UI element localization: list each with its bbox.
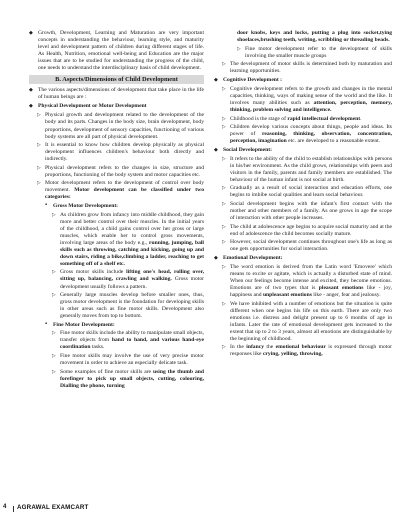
cognitive-point-1 [222, 86, 392, 114]
emotional-point-3 [222, 344, 392, 358]
fine-heading-text: Fine Motor Development: [53, 321, 115, 328]
emotional-point-2-text: We have inhibited with a number of emotions but the situation is quite different when one begins his life on this earth. There are only two emotions i.e. distress and delight present up to 6 months of age in infants. Later the rate of emotional development gets increased to the extent that up to 2 to 3 years, almost all emotions are distinguishable by the beginning of childhood. [230, 300, 392, 342]
social-point-3 [222, 201, 392, 222]
brand-name-part-2: EXAMCART [51, 504, 89, 511]
gross-point-2-text: Gross motor skills include [60, 269, 127, 276]
brand-name [17, 504, 89, 511]
gross-point-3-text: Generally large muscles develop before smaller ones, thus, gross motor development is the foundation for developing skills in other areas such as fine motor skills. Development also generally moves from top to bottom. [60, 292, 204, 320]
fine-continued [237, 30, 392, 44]
fine-point-1-bold: hand to hand, and various hand-eye coordination [60, 337, 204, 351]
cognitive-point-3 [222, 124, 392, 145]
emotional-point-3-text: In the [230, 344, 247, 351]
fine-point-2 [52, 353, 204, 367]
cognitive-point-3-tail: etc. are developed to a reasonable extent. [286, 138, 381, 145]
social-heading [214, 147, 392, 154]
fine-point-3 [52, 369, 204, 390]
social-point-1 [222, 156, 392, 184]
gross-heading-text: Gross Motor Development: [53, 202, 119, 209]
gross-point-2-bold: lifting one's head, rolling over, sitting up, balancing, crawling and walking. [60, 269, 204, 283]
aspects-intro [29, 87, 204, 101]
emotional-point-3-bold-a: infancy [246, 344, 264, 351]
cognitive-point-2-text: Childhood is the stage of [230, 115, 288, 122]
gross-point-2 [52, 269, 204, 290]
left-column [29, 30, 204, 391]
social-point-3-text: Social development begins with the infant's first contact with the mother and other members of a family. As one grows in age the scope of interaction with other people increases. [230, 201, 392, 222]
cognitive-point-3-bold: reasoning, thinking, observation, concentration, perception, imagination [230, 131, 392, 145]
motor-point-text: Motor development refers to the development of control over body movement. [45, 180, 204, 194]
physical-point-2 [37, 142, 204, 163]
social-point-1-text: It refers to the ability of the child to establish relationships with persons in his/her environment. As the child grows, relationships with peers and visitors in the family, parents and family members are established. The behaviour of the human infant is not social at birth. [230, 155, 392, 183]
cognitive-point-3-text: Children develop various concepts about things, people and ideas. Its power of [230, 124, 392, 138]
motor-maturation [222, 61, 392, 75]
emotional-heading [214, 255, 392, 262]
section-banner: B. Aspects/Dimensions of Child Development [29, 75, 204, 84]
emotional-point-3-bold-c: crying, yelling, throwing, [262, 351, 323, 358]
fine-continued-text: door knobs, keys and locks, putting a plug into socket,tying shoelaces,brushing teeth, writing, scribbling or threading beads. [237, 30, 392, 44]
social-point-4-text: The child at adolescence age begins to acquire social maturity and at the end of adolescence the child becomes socially mature. [230, 223, 392, 237]
cognitive-heading [214, 77, 392, 84]
motor-point [37, 180, 204, 201]
physical-point-2-text: It is essential to know how children develop physically as physical development influences children's behaviour both directly and indirectly. [45, 142, 204, 163]
emotional-point-1-bold-a: pleasant emotions [318, 285, 364, 292]
emotional-point-1-mid: like - joy, happiness and [230, 285, 392, 299]
social-point-2-text: Gradually as a result of social interaction and education efforts, one begins to imbibe social qualities and learn social behaviour. [230, 185, 392, 199]
physical-heading-text: Physical Development or Motor Development [38, 103, 147, 110]
emotional-point-2 [222, 301, 392, 343]
emotional-point-3-mid: the [264, 344, 276, 351]
right-column [214, 30, 392, 360]
physical-point-3 [37, 165, 204, 179]
emotional-point-3-bold-b: emotional behaviour [275, 344, 326, 351]
cognitive-point-2-tail: . [360, 115, 362, 122]
cognitive-point-1-text: Cognitive development refers to the growth and changes in the mental capacities, thinking, ways of making sense of the world and the like. It involves many abilities such as [230, 85, 392, 106]
emotional-point-1-bold-b: unpleasant emotions [262, 292, 312, 299]
emotional-heading-text: Emotional Development: [223, 254, 283, 261]
gross-point-3 [52, 292, 204, 320]
cognitive-heading-text: Cognitive Development : [223, 76, 283, 83]
physical-point-1 [37, 112, 204, 140]
gross-point-1 [52, 212, 204, 268]
motor-point-bold: Motor development can be classified under two categories: [45, 187, 204, 201]
intro-text: Growth, Development, Learning and Maturation are very important concepts in understanding the behaviour, learning style, and maturity level and development pattern of children during different stages of life. As Health, Nutrition, emotional well-being and Education are the major issues that are to be studied for understanding the progress of the child, one needs to understand the interdisciplinary basis of child development. [38, 30, 204, 72]
fine-point-1-tail: tasks. [90, 344, 105, 351]
social-point-5-text: However, social development continues throughout one's life as long as one gets opportunities for social interaction. [230, 239, 392, 253]
cognitive-point-1-bold: attention, perception, memory, thinking, problem solving and intelligence. [230, 99, 392, 113]
page-number: 4 [3, 504, 7, 510]
motor-maturation-text: The development of motor skills is determined both by maturation and learning opportunities. [230, 61, 392, 75]
social-heading-text: Social Development: [223, 146, 272, 153]
gross-point-2-tail: Gross motor development usually follows a pattern. [60, 276, 204, 290]
social-point-2 [222, 185, 392, 199]
emotional-point-1 [222, 264, 392, 299]
intro-paragraph [29, 30, 204, 72]
fine-point-1 [52, 330, 204, 351]
fine-point-4 [237, 46, 392, 60]
gross-point-1-bold: running, jumping, ball skills such as throwing, catching and kicking, going up and down stairs, riding a bike,climbing a ladder, reaching to get something off of a shelf etc. [60, 239, 204, 267]
emotional-point-3-mid-2: is expressed through motor responses like [230, 344, 392, 358]
emotional-point-1-text: The word emotion is derived from the Latin word 'Emovere' which means to excite or agitate, which is actually a disturbed state of mind. When our feelings become intense and excited, they become emotions. Emotions are of two types that is [230, 263, 392, 292]
emotional-point-1-tail: like - anger, fear and jealousy. [311, 292, 381, 299]
brand-name-part-1: AGRAWAL [17, 504, 52, 511]
physical-heading [29, 103, 204, 110]
aspects-intro-text: The various aspects/dimensions of development that take place in the life of human beings are : [38, 87, 204, 101]
social-point-5 [222, 239, 392, 253]
footer-divider [13, 506, 14, 512]
gross-heading [45, 203, 204, 210]
cognitive-point-2-bold: rapid intellectual development [287, 115, 361, 122]
page-footer [0, 502, 416, 515]
fine-point-1-text: Fine motor skills include the ability to manipulate small objects, transfer objects from [60, 330, 204, 344]
physical-point-1-text: Physical growth and development related to the development of the body and its parts. Changes in the body size, brain development, body proportions, development of sensory capacities, functioning of various body systems are all part of physical development. [45, 112, 204, 140]
social-point-4 [222, 224, 392, 238]
fine-point-2-text: Fine motor skills may involve the use of very precise motor movement in order to achieve an especially delicate task. [60, 352, 204, 366]
cognitive-point-2 [222, 116, 392, 123]
fine-point-3-bold: using the thumb and forefinger to pick up small objects, cutting, colouring, Dialling the phone, turning [60, 368, 205, 389]
fine-point-3-text: Some examples of fine motor skills are [60, 368, 154, 375]
fine-point-4-text: Fine motor development refer to the development of skills involving the smaller muscle groups [245, 45, 392, 59]
gross-point-1-text: As children grow from infancy into middle childhood, they gain more and better control over their muscles. In the initial years of the childhood, a child gains control over her gross or large muscles, which enable her to control gross movements, involving large areas of the body e.g., [60, 211, 204, 246]
fine-heading [45, 322, 204, 329]
physical-point-3-text: Physical development refers to the changes in size, structure and proportions, functioning of the body system and motor capacities etc. [45, 164, 204, 178]
